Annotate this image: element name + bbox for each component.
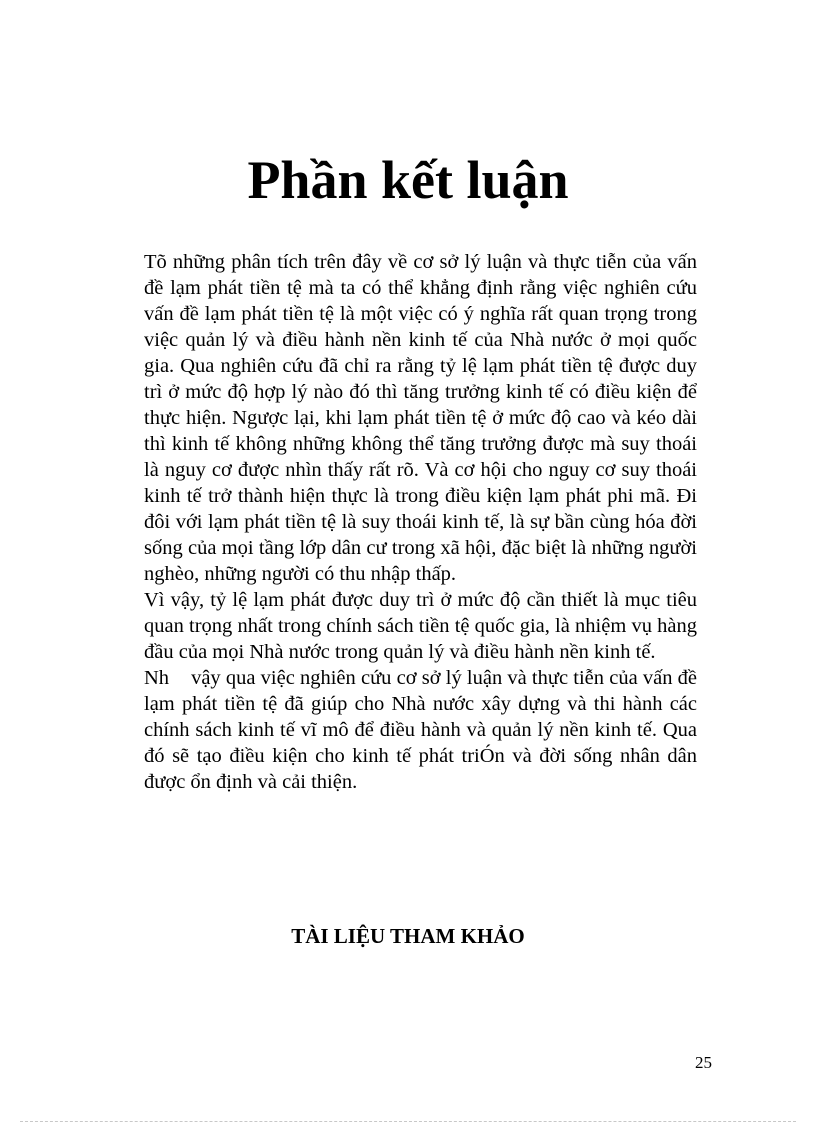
paragraph-1-text: Tõ những phân tích trên đây về cơ sở lý luận và thực tiễn của vấn đề lạm phát tiền tệ mà ta có thể khẳng định rằng việc nghiên cứu vấn đề lạm phát tiền tệ là một việc có ý nghĩa rất quan trọng trong việc quản lý và điều hành nền kinh tế của Nhà nước ở mọi quốc gia. Qua nghiên cứu đã chỉ ra rằng tỷ lệ lạm phát tiền tệ được duy trì ở mức độ hợp lý nào đó thì tăng trưởng kinh tế có điều kiện để thực hiện. Ngược lại, khi lạm phát tiền tệ ở mức độ cao và kéo dài thì kinh tế không những không thể tăng trưởng được mà suy thoái là nguy cơ được nhìn thấy rất rõ. Và cơ hội cho nguy cơ suy thoái kinh tế trở thành hiện thực là trong điều kiện lạm phát phi mã. Đi đôi với lạm phát tiền tệ là suy thoái kinh tế, là sự bần cùng hóa đời sống của mọi tầng lớp dân cư trong xã hội, đặc biệt là những người nghèo, những người có thu nhập thấp. (144, 251, 697, 585)
references-heading: TÀI LIỆU THAM KHẢO (291, 924, 525, 948)
paragraph-3-lead: Nh (144, 667, 170, 689)
paragraph-1 (144, 249, 697, 587)
paragraph-3-text: vậy qua việc nghiên cứu cơ sở lý luận và thực tiễn của vấn đề lạm phát tiền tệ đã giúp cho Nhà nước xây dựng và thi hành các chính sách kinh tế vĩ mô để điều hành và quản lý nền kinh tế. Qua đó sẽ tạo điều kiện cho kinh tế phát triÓn và đời sống nhân dân được ổn định và cải thiện. (144, 667, 697, 793)
paragraph-2 (144, 587, 697, 665)
page-title: Phần kết luận (247, 150, 569, 210)
paragraph-2-text: Vì vậy, tỷ lệ lạm phát được duy trì ở mức độ cần thiết là mục tiêu quan trọng nhất trong chính sách tiền tệ quốc gia, là nhiệm vụ hàng đầu của mọi Nhà nước trong quản lý và điều hành nền kinh tế. (144, 589, 697, 663)
page-number: 25 (695, 1053, 712, 1072)
page-bottom-divider (20, 1121, 796, 1122)
conclusion-body (144, 249, 697, 795)
paragraph-3 (144, 665, 697, 795)
